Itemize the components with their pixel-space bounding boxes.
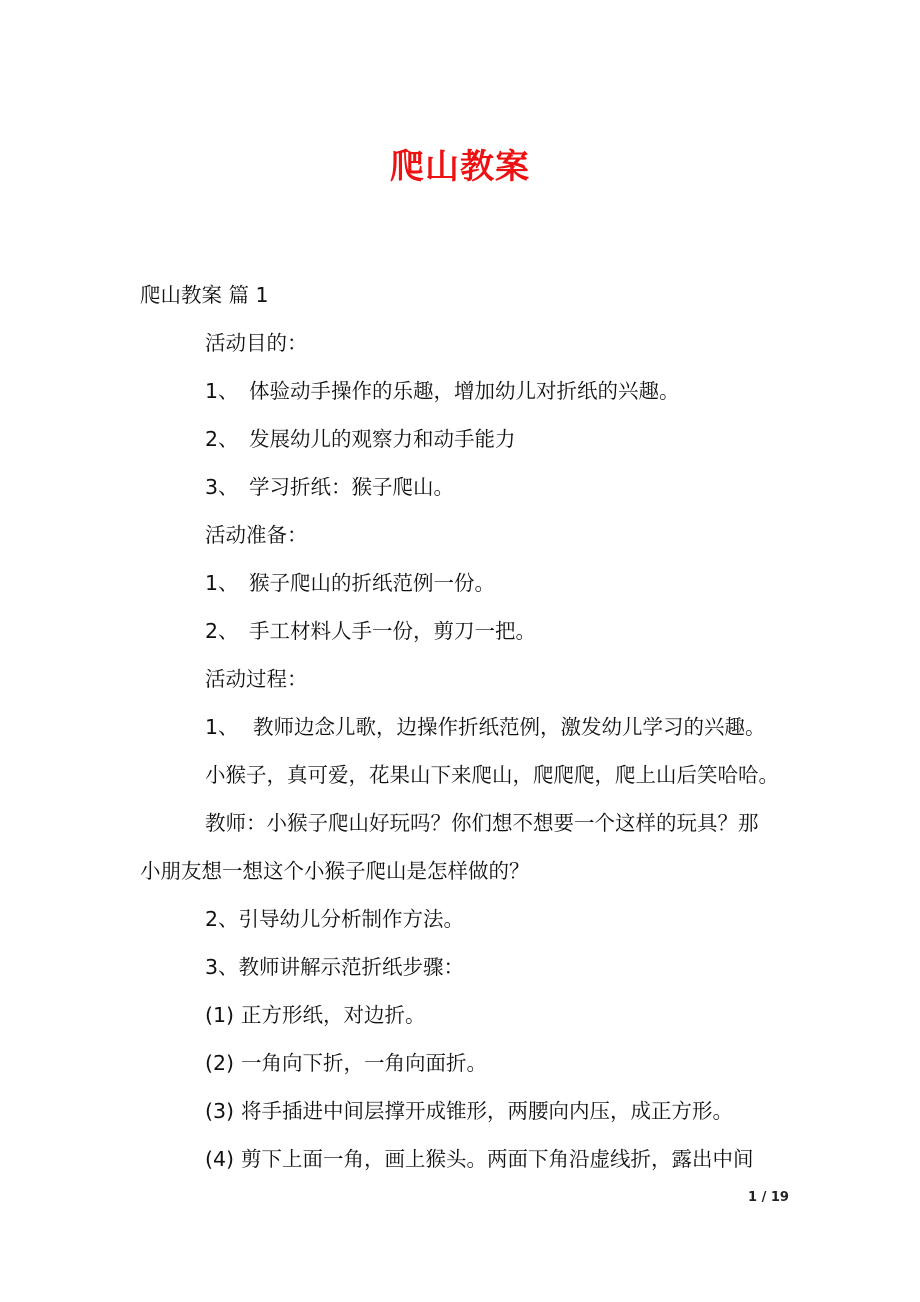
section-heading: 爬山教案 篇 1 [140, 283, 269, 307]
substep-text: 将手插进中间层撑开成锥形，两腰向内压，成正方形。 [241, 1099, 733, 1123]
substep-number: (2) [205, 1051, 235, 1075]
process-step-1 [205, 712, 766, 742]
goal-item-2 [205, 424, 516, 454]
teacher-question-line-2: 小朋友想一想这个小猴子爬山是怎样做的？ [140, 859, 530, 883]
goals-heading: 活动目的： [205, 331, 308, 355]
folding-substep-3 [205, 1096, 733, 1126]
folding-substep-2 [205, 1048, 487, 1078]
preparation-item-number: 1、 [205, 571, 239, 595]
substep-number: (1) [205, 1003, 235, 1027]
preparation-heading: 活动准备： [205, 523, 308, 547]
preparation-item-2 [205, 616, 536, 646]
goal-item-3 [205, 472, 454, 502]
preparation-item-1 [205, 568, 495, 598]
preparation-item-text: 猴子爬山的折纸范例一份。 [249, 571, 495, 595]
goal-item-text: 发展幼儿的观察力和动手能力 [249, 427, 516, 451]
goal-item-number: 1、 [205, 379, 239, 403]
goal-item-1 [205, 376, 680, 406]
substep-number: (4) [205, 1147, 235, 1171]
teacher-question-line-1: 教师：小猴子爬山好玩吗？你们想不想要一个这样的玩具？那 [205, 811, 759, 835]
folding-substep-4 [205, 1144, 754, 1174]
substep-text: 一角向下折，一角向面折。 [241, 1051, 487, 1075]
process-step-number: 1、 [205, 715, 239, 739]
substep-text: 剪下上面一角，画上猴头。两面下角沿虚线折，露出中间 [241, 1147, 754, 1171]
goal-item-text: 学习折纸：猴子爬山。 [249, 475, 454, 499]
process-heading: 活动过程： [205, 667, 308, 691]
preparation-item-number: 2、 [205, 619, 239, 643]
document-title: 爬山教案 [390, 147, 530, 187]
rhyme-text: 小猴子，真可爱，花果山下来爬山，爬爬爬，爬上山后笑哈哈。 [205, 763, 779, 787]
substep-text: 正方形纸，对边折。 [241, 1003, 426, 1027]
substep-number: (3) [205, 1099, 235, 1123]
process-step-text: 教师边念儿歌，边操作折纸范例，激发幼儿学习的兴趣。 [253, 715, 766, 739]
goal-item-number: 2、 [205, 427, 239, 451]
goal-item-text: 体验动手操作的乐趣，增加幼儿对折纸的兴趣。 [249, 379, 680, 403]
goal-item-number: 3、 [205, 475, 239, 499]
process-step-2: 2、引导幼儿分析制作方法。 [205, 907, 465, 931]
folding-substep-1 [205, 1000, 426, 1030]
process-step-3: 3、教师讲解示范折纸步骤： [205, 955, 465, 979]
page-number: 1 / 19 [748, 1190, 789, 1205]
preparation-item-text: 手工材料人手一份，剪刀一把。 [249, 619, 536, 643]
